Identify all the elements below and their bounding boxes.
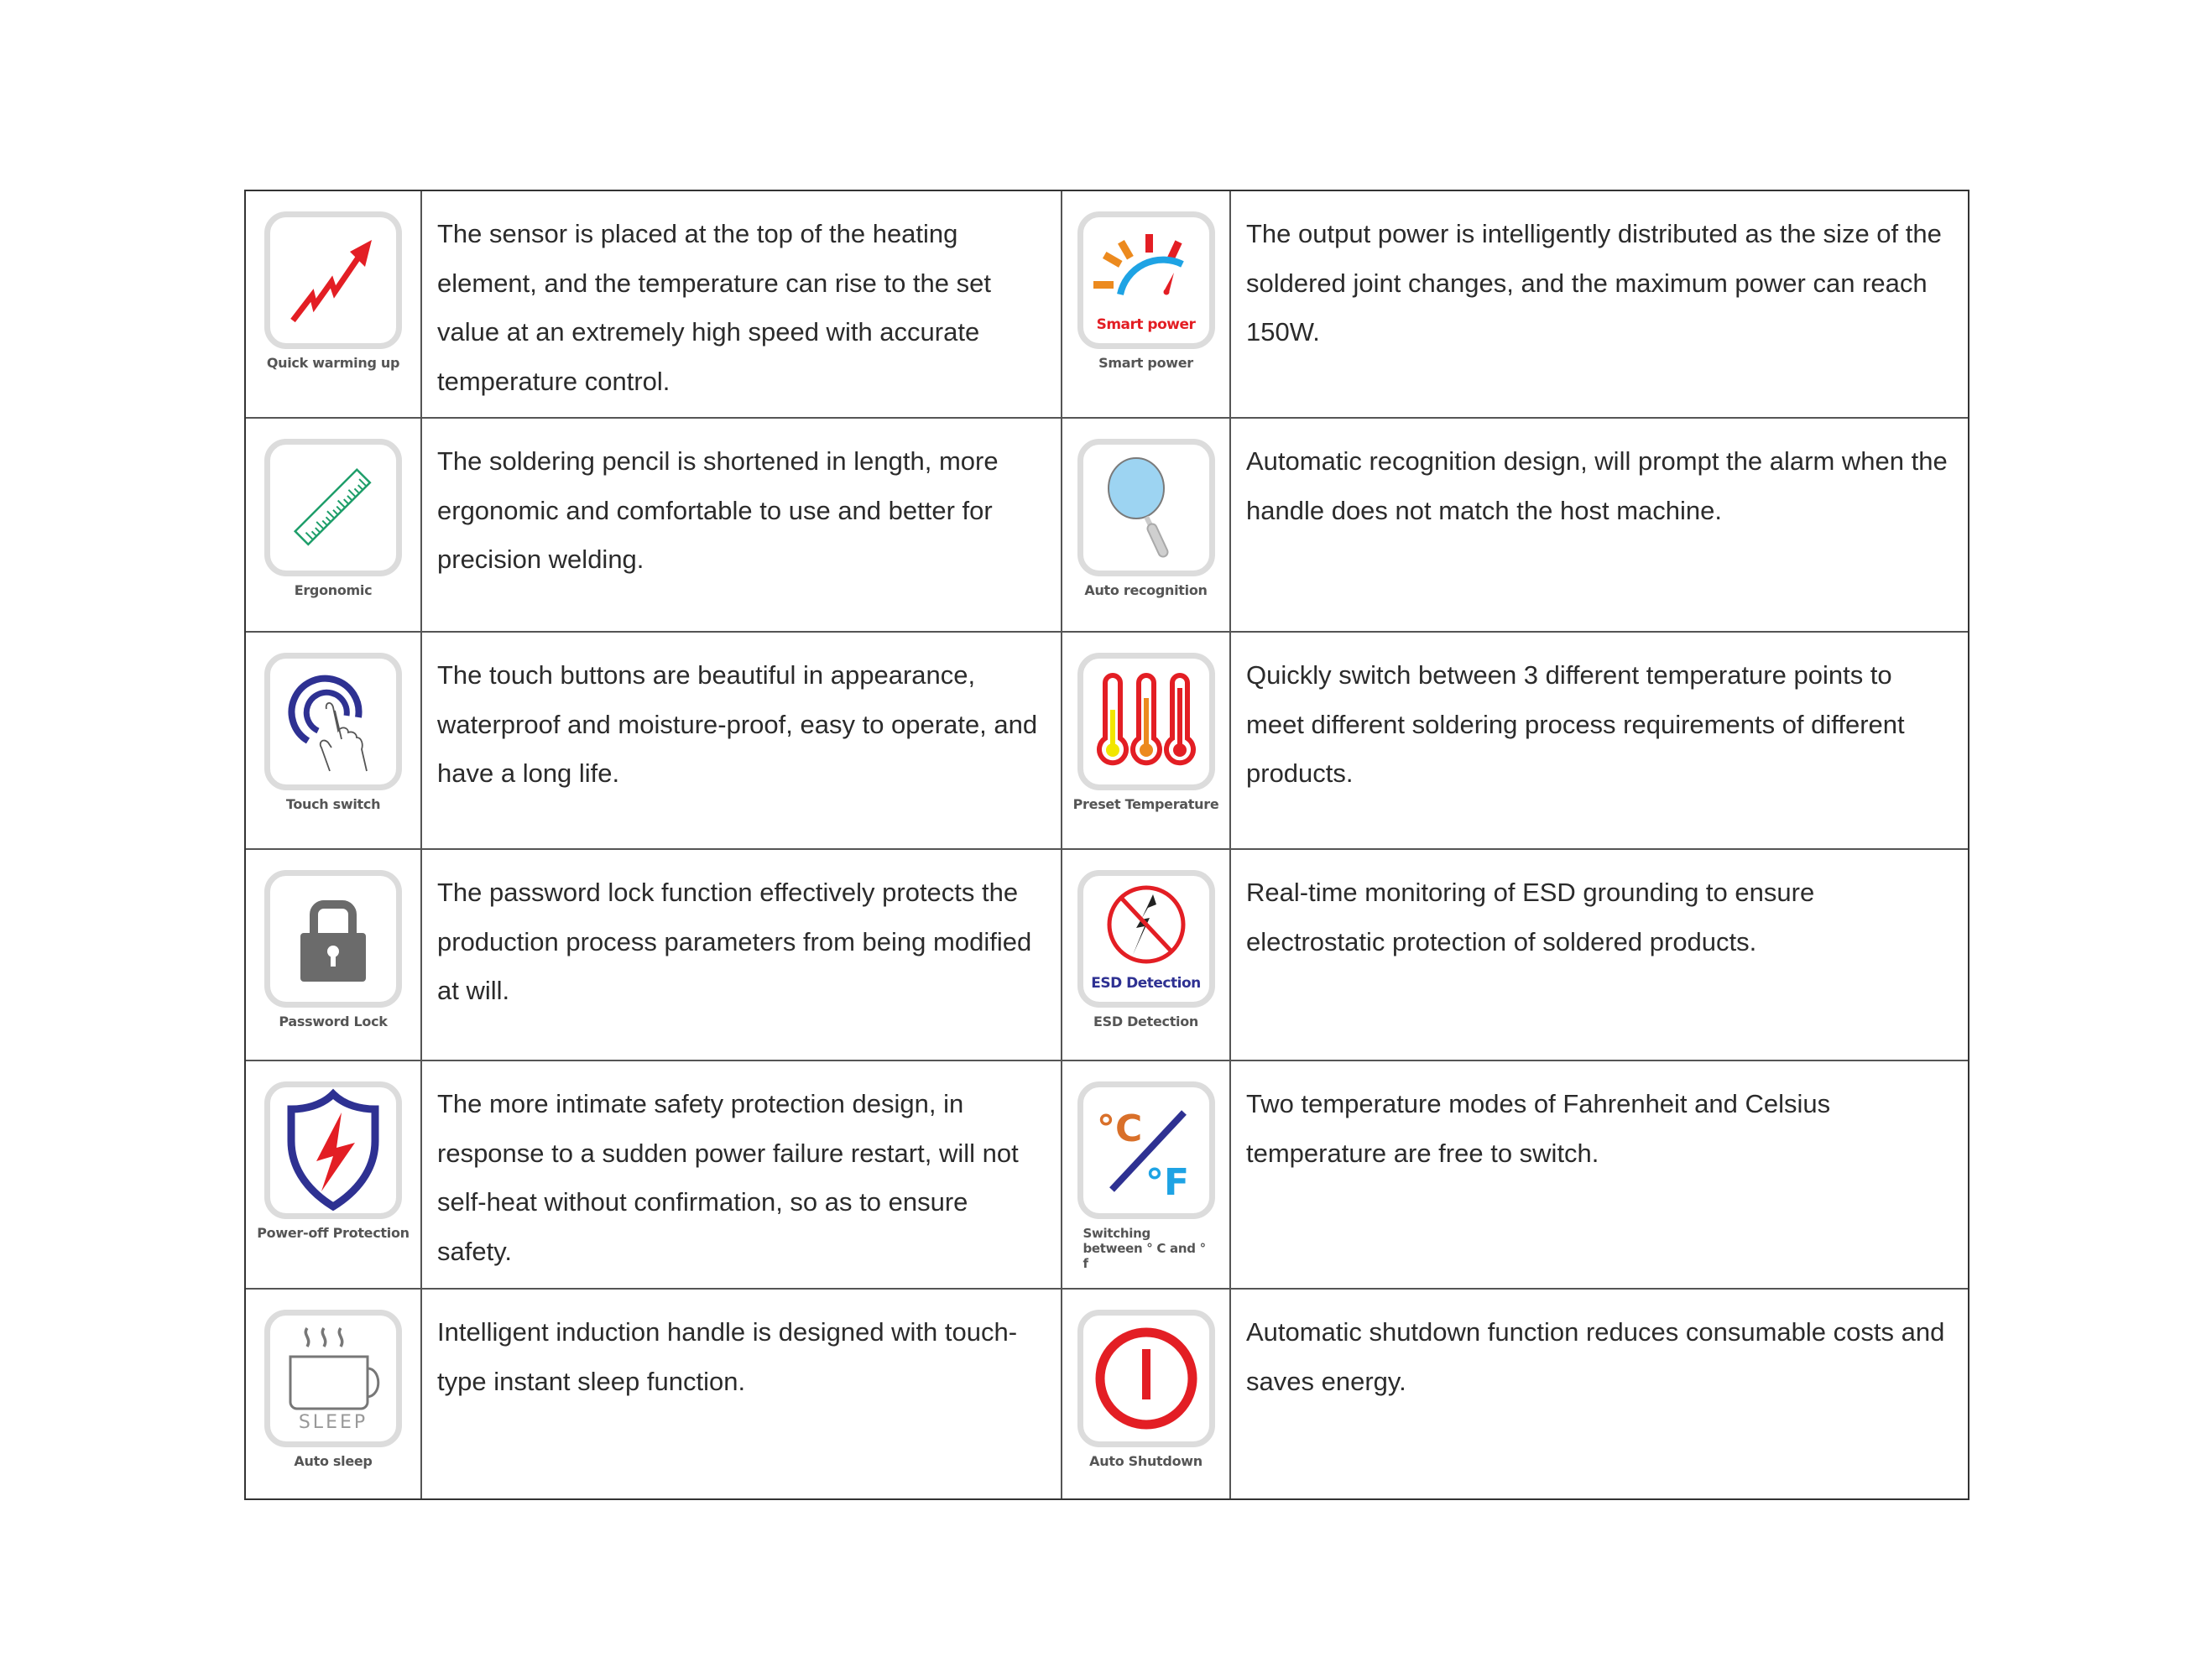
- feature-caption: Auto sleep: [294, 1453, 373, 1469]
- feature-icon-cell: [246, 191, 422, 419]
- ruler-icon: [283, 457, 383, 558]
- feature-description: Intelligent induction handle is designed with touch-type instant sleep function.: [437, 1317, 1018, 1396]
- feature-caption: Touch switch: [285, 796, 381, 812]
- power-icon: [1092, 1324, 1201, 1433]
- feature-description: The password lock function effectively protects the production process parameters from being modified at will.: [437, 878, 1032, 1005]
- feature-icon-cell: [246, 633, 422, 850]
- feature-description: The touch buttons are beautiful in appearance, waterproof and moisture-proof, easy to operate, and have a long life.: [437, 660, 1038, 788]
- icon-label: Smart power: [1096, 316, 1196, 333]
- icon-frame: [1077, 211, 1215, 349]
- feature-description-cell: [1231, 850, 1968, 1061]
- gauge-icon: [1092, 224, 1201, 308]
- feature-description-cell: [1231, 419, 1968, 633]
- feature-description: Real-time monitoring of ESD grounding to ensure electrostatic protection of soldered products.: [1246, 878, 1815, 956]
- icon-frame: [264, 653, 402, 790]
- feature-description-cell: [422, 419, 1062, 633]
- magnifier-icon: [1096, 453, 1197, 562]
- feature-caption: Password Lock: [279, 1014, 388, 1029]
- icon-frame: [264, 439, 402, 576]
- icon-frame: [264, 211, 402, 349]
- feature-caption: Smart power: [1098, 355, 1193, 371]
- icon-frame: [1077, 439, 1215, 576]
- feature-description-cell: [422, 191, 1062, 419]
- feature-description-cell: [1231, 191, 1968, 419]
- feature-description-cell: [1231, 1290, 1968, 1498]
- feature-caption: Auto Shutdown: [1089, 1453, 1203, 1469]
- icon-frame: [264, 1081, 402, 1219]
- icon-frame: [1077, 870, 1215, 1008]
- feature-description: Automatic recognition design, will prompt the alarm when the handle does not match the host machine.: [1246, 446, 1948, 525]
- feature-table: [244, 190, 1969, 1500]
- feature-icon-cell: [1062, 1061, 1231, 1290]
- icon-label: SLEEP: [298, 1412, 368, 1433]
- shield-lightning-icon: [283, 1087, 383, 1213]
- feature-caption: Quick warming up: [266, 355, 400, 371]
- feature-caption: Power-off Protection: [257, 1225, 410, 1241]
- padlock-icon: [287, 893, 379, 985]
- feature-icon-cell: [1062, 850, 1231, 1061]
- feature-icon-cell: [246, 850, 422, 1061]
- feature-description-cell: [422, 633, 1062, 850]
- feature-description-cell: [1231, 1061, 1968, 1290]
- feature-caption: ESD Detection: [1093, 1014, 1199, 1029]
- feature-caption: Auto recognition: [1084, 582, 1208, 598]
- feature-caption: Switching between ° C and ° f: [1083, 1226, 1206, 1271]
- feature-caption: Preset Temperature: [1072, 796, 1219, 812]
- rising-arrow-icon: [283, 230, 383, 331]
- icon-frame: [1077, 1310, 1215, 1447]
- icon-frame: [264, 1310, 402, 1447]
- feature-description: The sensor is placed at the top of the heating element, and the temperature can rise to the set value at an extremely high speed with accurate temperature control.: [437, 219, 991, 396]
- feature-description-cell: [422, 850, 1062, 1061]
- feature-icon-cell: [1062, 1290, 1231, 1498]
- celsius-glyph: °C: [1096, 1107, 1142, 1150]
- fahrenheit-glyph: °F: [1145, 1161, 1189, 1204]
- coffee-mug-icon: [279, 1320, 388, 1412]
- feature-description-cell: [422, 1290, 1062, 1498]
- feature-description: Two temperature modes of Fahrenheit and Celsius temperature are free to switch.: [1246, 1089, 1831, 1168]
- feature-icon-cell: [1062, 419, 1231, 633]
- esd-icon: [1104, 883, 1188, 967]
- celsius-fahrenheit-icon: [1092, 1096, 1201, 1205]
- feature-icon-cell: [246, 1290, 422, 1498]
- icon-frame: [1077, 1081, 1215, 1219]
- feature-description: The output power is intelligently distributed as the size of the soldered joint changes, and the maximum power can reach 150W.: [1246, 219, 1942, 347]
- icon-label: ESD Detection: [1091, 975, 1201, 992]
- feature-icon-cell: [246, 1061, 422, 1290]
- feature-caption: Ergonomic: [294, 582, 373, 598]
- icon-frame: [1077, 653, 1215, 790]
- feature-icon-cell: [1062, 191, 1231, 419]
- feature-icon-cell: [246, 419, 422, 633]
- feature-description-cell: [1231, 633, 1968, 850]
- feature-description: The soldering pencil is shortened in length, more ergonomic and comfortable to use and better for precision welding.: [437, 446, 999, 574]
- feature-icon-cell: [1062, 633, 1231, 850]
- thermometers-icon: [1092, 671, 1201, 772]
- feature-description: The more intimate safety protection design, in response to a sudden power failure restart, will not self-heat without confirmation, so as to ensure safety.: [437, 1089, 1019, 1266]
- feature-description-cell: [422, 1061, 1062, 1290]
- touch-icon: [283, 667, 383, 776]
- icon-frame: [264, 870, 402, 1008]
- feature-description: Automatic shutdown function reduces consumable costs and saves energy.: [1246, 1317, 1945, 1396]
- feature-description: Quickly switch between 3 different temperature points to meet different soldering process requirements of different products.: [1246, 660, 1905, 788]
